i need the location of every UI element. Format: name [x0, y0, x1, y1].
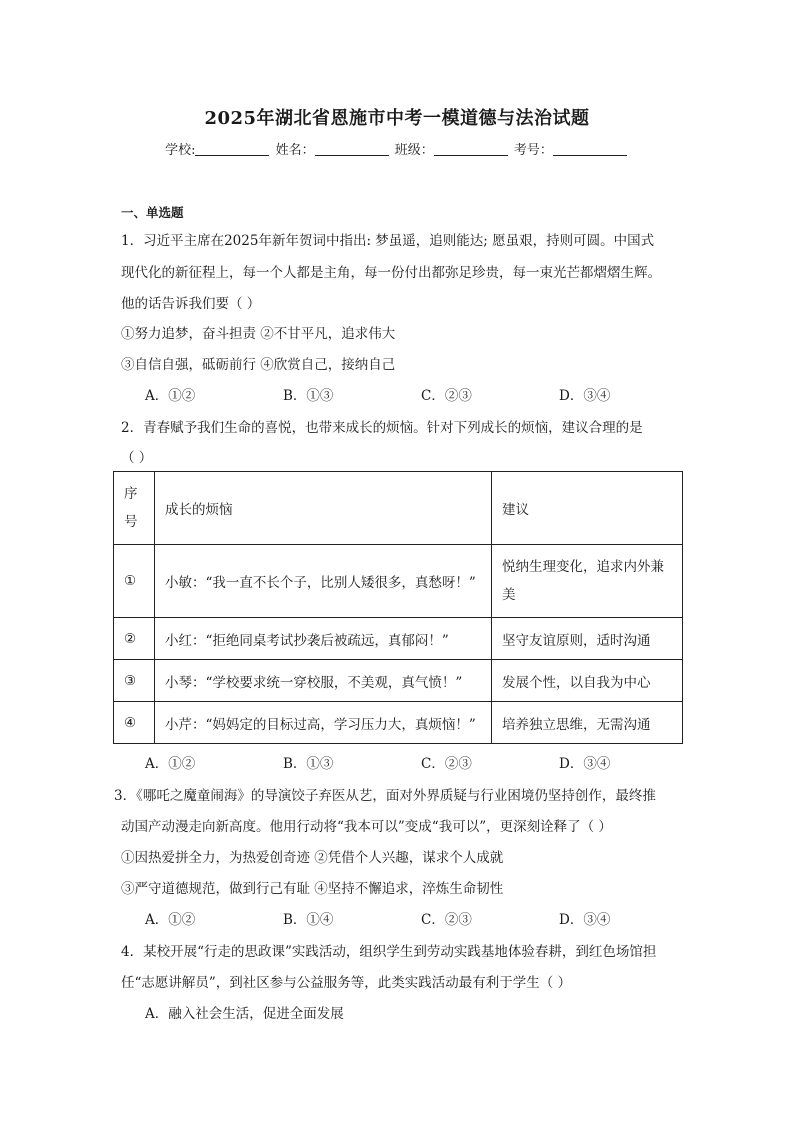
- q1-statement: ①努力追梦，奋斗担责 ②不甘平凡，追求伟大: [121, 326, 396, 342]
- q2-table: [113, 471, 683, 744]
- q2-option-d[interactable]: D．③④: [559, 756, 611, 772]
- q3-statement: ③严守道德规范，做到行己有耻 ④坚持不懈追求，淬炼生命韧性: [121, 881, 504, 897]
- row-number: ④: [114, 702, 155, 744]
- name-label: 姓名：: [275, 143, 315, 158]
- q1-line: 现代化的新征程上，每一个人都是主角，每一份付出都弥足珍贵，每一束光芒都熠熠生辉。: [121, 265, 661, 281]
- row-number: ②: [114, 618, 155, 660]
- row-number: ①: [114, 545, 155, 618]
- q1-line: 他的话告诉我们要（ ）: [121, 296, 261, 312]
- q4-option-a[interactable]: A．融入社会生活，促进全面发展: [145, 1006, 344, 1022]
- section-title: 一、单选题: [121, 205, 184, 220]
- q2-option-a[interactable]: A．①②: [145, 756, 196, 772]
- q3-option-b[interactable]: B．①④: [283, 912, 334, 928]
- row-trouble: 小芹：“妈妈定的目标过高，学习压力大，真烦恼！”: [155, 702, 492, 744]
- table-row: [114, 618, 683, 660]
- q2-line: 2．青春赋予我们生命的喜悦，也带来成长的烦恼。针对下列成长的烦恼，建议合理的是: [121, 420, 643, 436]
- row-advice: 悦纳生理变化，追求内外兼 美: [492, 545, 683, 618]
- header-number: 序 号: [114, 472, 155, 545]
- q4-line: 任“志愿讲解员”，到社区参与公益服务等，此类实践活动最有利于学生（ ）: [121, 975, 572, 991]
- row-trouble: 小琴：“学校要求统一穿校服，不美观，真气愤！”: [155, 660, 492, 702]
- school-label: 学校:: [165, 143, 196, 158]
- q3-line: 动国产动漫走向新高度。他用行动将“我本可以”变成“我可以”，更深刻诠释了（ ）: [121, 819, 612, 835]
- q1-option-a[interactable]: A．①②: [145, 388, 196, 404]
- q3-option-a[interactable]: A．①②: [145, 912, 196, 928]
- row-trouble: 小敏：“我一直不长个子，比别人矮很多，真愁呀！”: [155, 545, 492, 618]
- table-row: [114, 660, 683, 702]
- school-blank[interactable]: [195, 141, 269, 156]
- q1-option-d[interactable]: D．③④: [559, 388, 611, 404]
- table-header-row: [114, 472, 683, 545]
- class-label: 班级：: [394, 143, 434, 158]
- q2-line: （ ）: [121, 450, 153, 466]
- exam-number-blank[interactable]: [553, 141, 627, 156]
- row-number: ③: [114, 660, 155, 702]
- header-trouble: 成长的烦恼: [155, 472, 492, 545]
- q2-option-c[interactable]: C．②③: [421, 756, 472, 772]
- q1-option-c[interactable]: C．②③: [421, 388, 472, 404]
- table-row: [114, 702, 683, 744]
- name-blank[interactable]: [315, 141, 389, 156]
- exam-title: 2025年湖北省恩施市中考一模道德与法治试题: [204, 108, 590, 129]
- q1-line: 1．习近平主席在2025年新年贺词中指出: 梦虽遥，追则能达; 愿虽艰，持则可圆。中国式: [121, 233, 655, 249]
- q1-option-b[interactable]: B．①③: [283, 388, 334, 404]
- q2-option-b[interactable]: B．①③: [283, 756, 334, 772]
- exam-number-label: 考号：: [513, 143, 553, 158]
- student-info-row: [0, 139, 794, 158]
- q4-line: 4．某校开展“行走的思政课”实践活动，组织学生到劳动实践基地体验春耕，到红色场馆担: [121, 944, 657, 960]
- table-row: [114, 545, 683, 618]
- q3-option-c[interactable]: C．②③: [421, 912, 472, 928]
- row-advice: 坚守友谊原则，适时沟通: [492, 618, 683, 660]
- class-blank[interactable]: [434, 141, 508, 156]
- q1-options: [145, 384, 697, 404]
- q1-statement: ③自信自强，砥砺前行 ④欣赏自己，接纳自己: [121, 357, 396, 373]
- q3-statement: ①因热爱拼全力，为热爱创奇迹 ②凭借个人兴趣，谋求个人成就: [121, 850, 504, 866]
- q3-option-d[interactable]: D．③④: [559, 912, 611, 928]
- header-advice: 建议: [492, 472, 683, 545]
- q3-line: 3．《哪吒之魔童闹海》的导演饺子弃医从艺，面对外界质疑与行业困境仍坚持创作，最终推: [114, 788, 656, 804]
- row-advice: 发展个性，以自我为中心: [492, 660, 683, 702]
- q2-options: [145, 752, 697, 772]
- row-advice: 培养独立思维，无需沟通: [492, 702, 683, 744]
- q3-options: [145, 908, 697, 928]
- row-trouble: 小红：“拒绝同桌考试抄袭后被疏远，真郁闷！”: [155, 618, 492, 660]
